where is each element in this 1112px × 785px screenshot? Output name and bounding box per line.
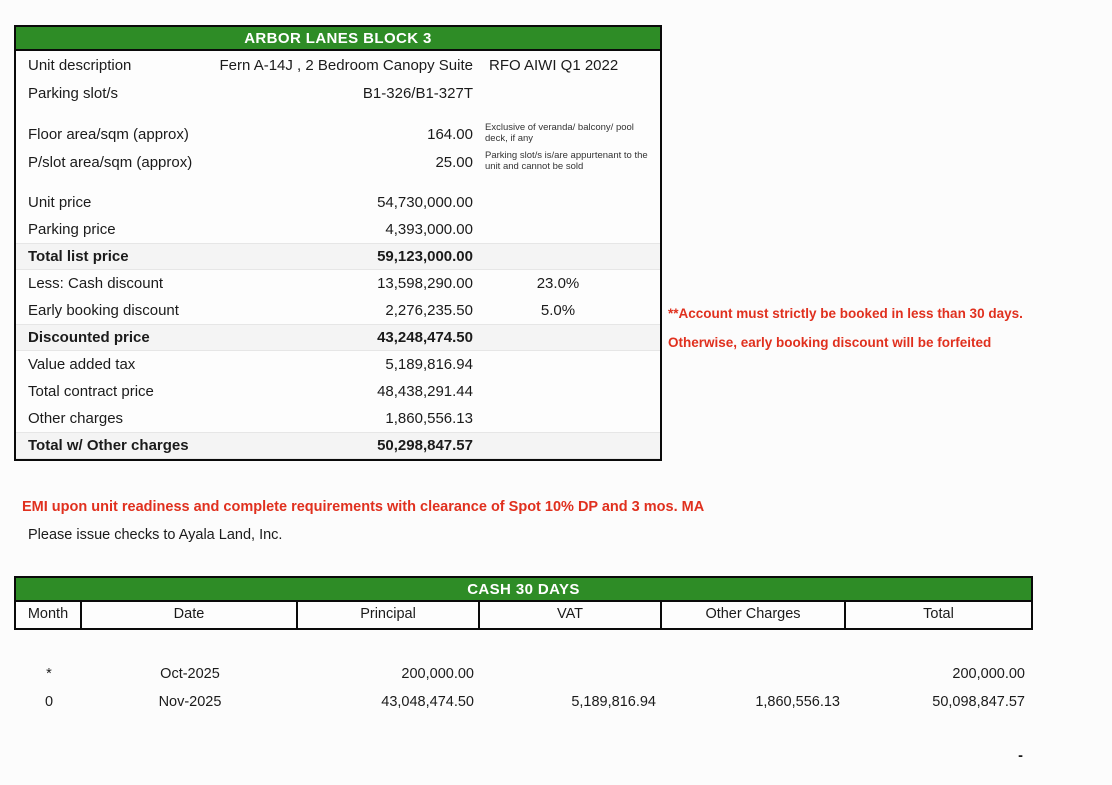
cell-other-charges: 1,860,556.13 — [755, 694, 840, 710]
cell-total: 200,000.00 — [952, 666, 1025, 682]
floor-area-row — [16, 120, 660, 148]
early-booking-discount-row — [16, 297, 660, 324]
booking-warning-line2: Otherwise, early booking discount will be forfeited — [668, 335, 992, 350]
schedule-column-headers — [16, 602, 1031, 628]
parking-slot-row — [16, 79, 660, 107]
row-label: Value added tax — [28, 356, 136, 373]
row-label: Parking price — [28, 221, 116, 238]
row-value: 43,248,474.50 — [377, 329, 473, 346]
unit-description-value: Fern A-14J , 2 Bedroom Canopy Suite — [219, 56, 473, 74]
row-value: 5,189,816.94 — [385, 356, 473, 373]
total-with-other-charges-row — [16, 432, 660, 459]
column-header-month: Month — [16, 602, 82, 628]
row-spacer — [16, 176, 660, 189]
schedule-table-title: CASH 30 DAYS — [16, 578, 1031, 602]
column-header-date: Date — [82, 602, 298, 628]
row-value: 2,276,235.50 — [385, 302, 473, 319]
booking-warning-note — [668, 306, 1112, 350]
cell-principal: 43,048,474.50 — [381, 694, 474, 710]
discounted-price-row — [16, 324, 660, 351]
row-value: 54,730,000.00 — [377, 194, 473, 211]
pslot-area-value: 25.00 — [435, 153, 473, 171]
floor-area-note: Exclusive of veranda/ balcony/ pool deck, if any — [485, 122, 634, 144]
schedule-table — [14, 576, 1033, 630]
booking-warning-line1: **Account must strictly be booked in less than 30 days. — [668, 306, 1023, 321]
row-label: Total list price — [28, 248, 129, 265]
pricing-table — [14, 25, 662, 461]
parking-slot-label: Parking slot/s — [28, 84, 119, 102]
cell-month: 0 — [44, 694, 54, 710]
other-charges-row — [16, 405, 660, 432]
unit-description-label: Unit description — [28, 56, 132, 74]
schedule-row-balance — [16, 688, 1031, 716]
floor-area-label: Floor area/sqm (approx) — [28, 125, 189, 143]
column-header-total: Total — [923, 606, 954, 622]
floor-area-value: 164.00 — [427, 125, 473, 143]
row-label: Total contract price — [28, 383, 154, 400]
cell-total: 50,098,847.57 — [932, 694, 1025, 710]
column-header-other-charges: Other Charges — [662, 602, 846, 628]
pricing-table-title: ARBOR LANES BLOCK 3 — [16, 27, 660, 51]
row-label: Early booking discount — [28, 302, 179, 319]
row-percent: 23.0% — [536, 275, 580, 292]
parking-slot-value: B1-326/B1-327T — [362, 84, 473, 102]
column-header-vat: VAT — [480, 602, 662, 628]
parking-price-row — [16, 216, 660, 243]
row-label: Total w/ Other charges — [28, 437, 189, 454]
row-label: Less: Cash discount — [28, 275, 164, 292]
total-contract-price-row — [16, 378, 660, 405]
unit-description-row — [16, 51, 660, 79]
schedule-rows — [16, 660, 1031, 716]
row-label: Unit price — [28, 194, 92, 211]
vat-row — [16, 351, 660, 378]
cash-discount-row — [16, 270, 660, 297]
pslot-area-note: Parking slot/s is/are appurtenant to the unit and cannot be sold — [485, 150, 648, 172]
pslot-area-row — [16, 148, 660, 176]
column-header-principal: Principal — [298, 602, 480, 628]
cell-date: Oct-2025 — [160, 666, 220, 682]
footer-dash: - — [1018, 748, 1023, 764]
rfo-tag: RFO AIWI Q1 2022 — [489, 56, 619, 74]
row-spacer — [16, 107, 660, 120]
row-value: 48,438,291.44 — [377, 383, 473, 400]
cell-month: * — [46, 666, 52, 682]
row-value: 50,298,847.57 — [377, 437, 473, 454]
checks-payee-note: Please issue checks to Ayala Land, Inc. — [28, 527, 283, 543]
row-value: 13,598,290.00 — [377, 275, 473, 292]
row-label: Other charges — [28, 410, 124, 427]
pslot-area-label: P/slot area/sqm (approx) — [28, 153, 193, 171]
cell-vat: 5,189,816.94 — [571, 694, 656, 710]
cell-principal: 200,000.00 — [401, 666, 474, 682]
row-label: Discounted price — [28, 329, 150, 346]
total-list-price-row — [16, 243, 660, 270]
row-value: 59,123,000.00 — [377, 248, 473, 265]
row-value: 1,860,556.13 — [385, 410, 473, 427]
cell-date: Nov-2025 — [158, 694, 222, 710]
row-value: 4,393,000.00 — [385, 221, 473, 238]
emi-note: EMI upon unit readiness and complete requirements with clearance of Spot 10% DP and 3 mos. MA — [22, 499, 705, 515]
unit-price-row — [16, 189, 660, 216]
row-percent: 5.0% — [540, 302, 576, 319]
schedule-row-reservation — [16, 660, 1031, 688]
